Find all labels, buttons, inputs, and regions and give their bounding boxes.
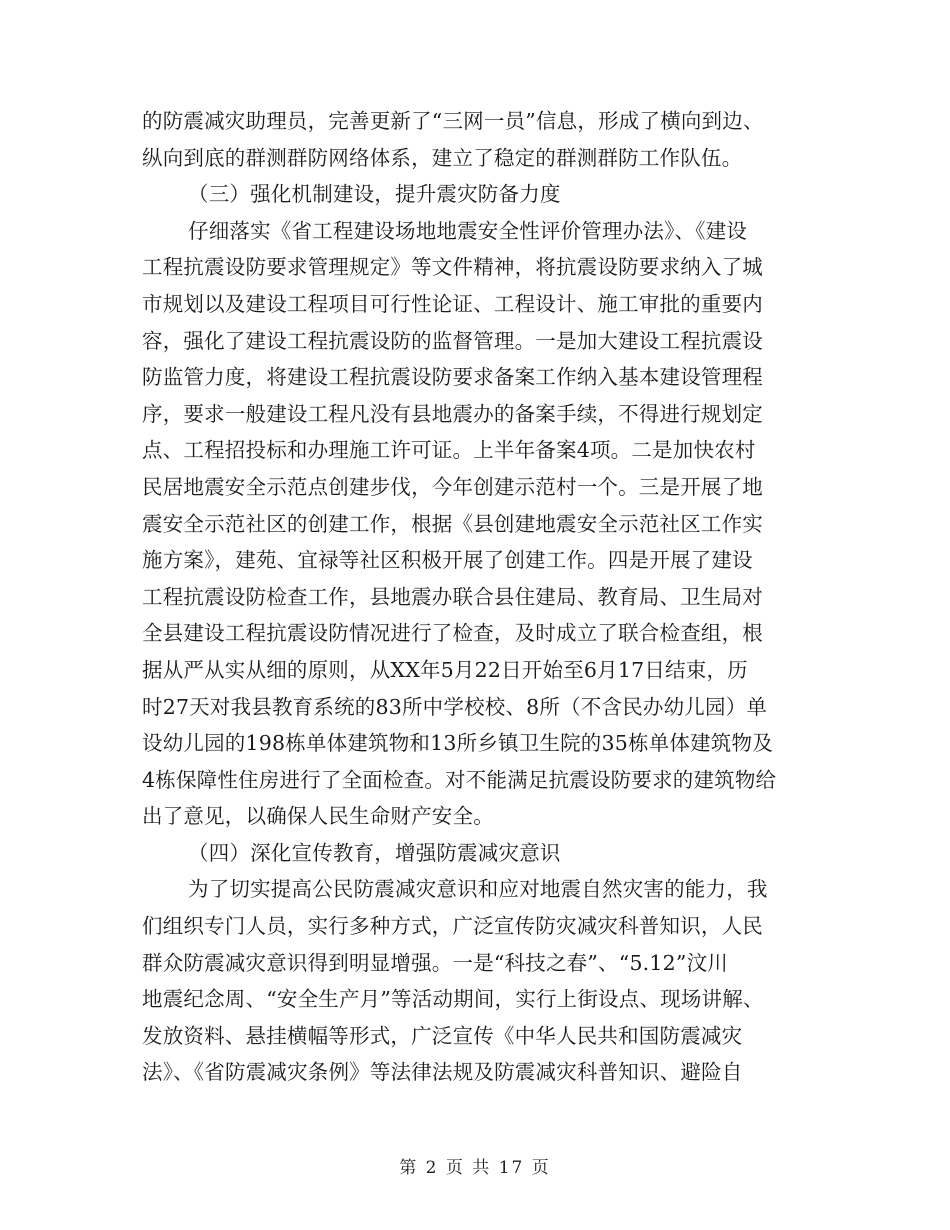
- section-heading: （三）强化机制建设，提升震灾防备力度: [188, 182, 561, 207]
- body-line: 防监管力度，将建设工程抗震设防要求备案工作纳入基本建设管理程: [142, 365, 763, 390]
- body-line: 工程抗震设防要求管理规定》等文件精神，将抗震设防要求纳入了城: [142, 255, 763, 280]
- body-line: 出了意见，以确保人民生命财产安全。: [142, 804, 494, 829]
- body-line: 发放资料、悬挂横幅等形式，广泛宣传《中华人民共和国防震减灾: [142, 1023, 743, 1048]
- body-line: 震安全示范社区的创建工作，根据《县创建地震安全示范社区工作实: [142, 511, 763, 536]
- body-line: 设幼儿园的198栋单体建筑物和13所乡镇卫生院的35栋单体建筑物及: [142, 731, 773, 756]
- body-line: 工程抗震设防检查工作，县地震办联合县住建局、教育局、卫生局对: [142, 584, 763, 609]
- body-line: 序，要求一般建设工程凡没有县地震办的备案手续，不得进行规划定: [142, 401, 763, 426]
- body-line: 据从严从实从细的原则，从XX年5月22日开始至6月17日结束，历: [142, 657, 748, 682]
- body-line: 民居地震安全示范点创建步伐，今年创建示范村一个。三是开展了地: [142, 474, 763, 499]
- body-line: 点、工程招投标和办理施工许可证。上半年备案4项。二是加快农村: [142, 438, 756, 463]
- document-body: [142, 103, 822, 1091]
- body-line: 4栋保障性住房进行了全面检查。对不能满足抗震设防要求的建筑物给: [142, 767, 777, 792]
- page-number-footer: 第 2 页 共 17 页: [399, 1158, 551, 1178]
- section-heading: （四）深化宣传教育，增强防震减灾意识: [188, 840, 561, 865]
- body-line: 纵向到底的群测群防网络体系，建立了稳定的群测群防工作队伍。: [142, 145, 743, 170]
- body-line: 仔细落实《省工程建设场地地震安全性评价管理办法》、《建设: [188, 218, 748, 243]
- body-line: 时27天对我县教育系统的83所中学校校、8所（不含民办幼儿园）单: [142, 694, 768, 719]
- body-line: 全县建设工程抗震设防情况进行了检查，及时成立了联合检查组，根: [142, 621, 763, 646]
- body-line: 为了切实提高公民防震减灾意识和应对地震自然灾害的能力，我: [188, 877, 768, 902]
- body-line: 们组织专门人员，实行多种方式，广泛宣传防灾减灾科普知识，人民: [142, 914, 763, 939]
- body-line: 施方案》，建苑、宜禄等社区积极开展了创建工作。四是开展了建设: [142, 548, 753, 573]
- body-line: 群众防震减灾意识得到明显增强。一是“科技之春”、“5.12”汶川: [142, 950, 728, 975]
- body-line: 法》、《省防震减灾条例》等法律法规及防震减灾科普知识、避险自: [142, 1060, 743, 1085]
- body-line: 市规划以及建设工程项目可行性论证、工程设计、施工审批的重要内: [142, 291, 763, 316]
- body-line: 地震纪念周、“安全生产月”等活动期间，实行上街设点、现场讲解、: [142, 987, 764, 1012]
- body-line: 的防震减灾助理员，完善更新了“三网一员”信息，形成了横向到边、: [142, 109, 764, 133]
- body-line: 容，强化了建设工程抗震设防的监督管理。一是加大建设工程抗震设: [142, 328, 763, 353]
